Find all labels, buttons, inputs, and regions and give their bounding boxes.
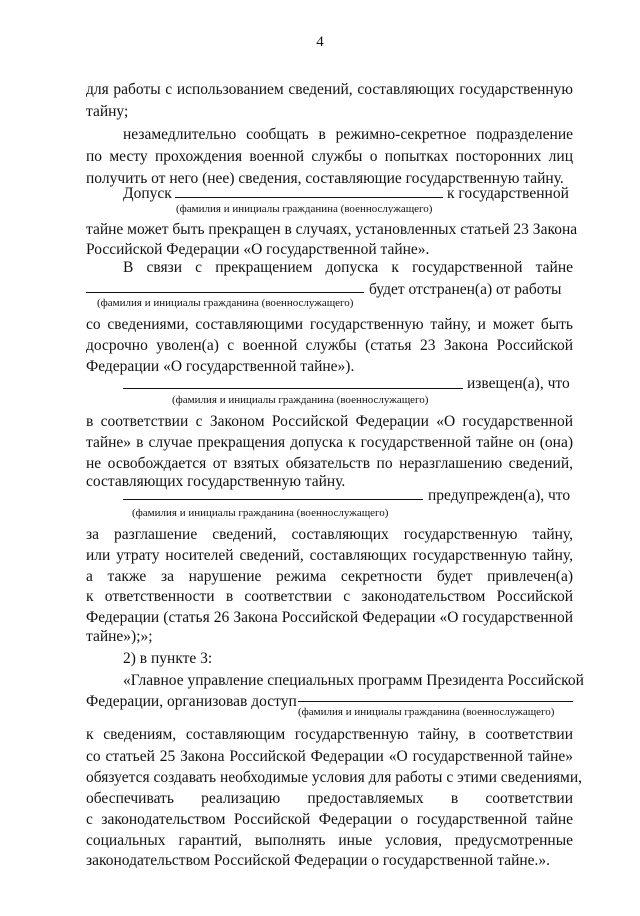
text-line: 2) в пункте 3: [123, 650, 213, 667]
text-line: а также за нарушение режима секретности будет привлечен(а) [86, 568, 573, 585]
text-line: по месту прохождения военной службы о попытках посторонних лиц [86, 148, 573, 165]
text-line: обеспечивать реализацию предоставляемых в соответствии [86, 790, 573, 807]
text-line: со статьей 25 Закона Российской Федерации «О государственной тайне» [86, 748, 573, 765]
text-line: Федерации, организовав доступ [86, 693, 297, 710]
page-number: 4 [316, 34, 324, 50]
text-line: тайне» в случае прекращения допуска к государственной тайне он (она) [86, 434, 573, 451]
fill-in-line [175, 197, 443, 198]
text-line: социальных гарантий, выполнять иные условия, предусмотренные [86, 832, 573, 849]
text-line: получить от него (нее) сведения, составляющие государственную тайну. [86, 170, 564, 187]
text-line: составляющих государственную тайну. [86, 473, 346, 490]
text-line: законодательством Российской Федерации о государственной тайне.». [86, 852, 551, 869]
text-line: за разглашение сведений, составляющих государственную тайну, [86, 526, 573, 543]
text-line: извещен(а), что [467, 375, 570, 392]
fill-in-line [123, 388, 463, 389]
text-line: обязуется создавать необходимые условия для работы с этими сведениями, [86, 769, 583, 786]
field-caption: (фамилия и инициалы гражданина (военнослужащего) [298, 706, 555, 718]
text-line: к государственной [447, 185, 569, 202]
text-line: в соответствии с Законом Российской Федерации «О государственной [86, 413, 573, 430]
text-line: тайну; [86, 103, 129, 120]
text-line: В связи с прекращением допуска к государственной тайне [123, 259, 573, 276]
text-line: к ответственности в соответствии с законодательством Российской [86, 588, 573, 605]
text-line: «Главное управление специальных программ Президента Российской [123, 672, 584, 689]
text-line: или утрату носителей сведений, составляющих государственную тайну, [86, 547, 573, 564]
text-line: досрочно уволен(а) с военной службы (статья 23 Закона Российской [86, 337, 573, 354]
fill-in-line [298, 701, 573, 702]
text-line: с законодательством Российской Федерации о государственной тайне [86, 811, 573, 828]
text-line: будет отстранен(а) от работы [369, 281, 562, 298]
text-line: Федерации «О государственной тайне»). [86, 358, 355, 375]
text-line: для работы с использованием сведений, составляющих государственную [86, 81, 573, 98]
text-line: со сведениями, составляющими государственную тайну, и может быть [86, 316, 573, 333]
text-line: Допуск [123, 185, 172, 202]
text-line: предупрежден(а), что [428, 487, 571, 504]
text-line: Федерации (статья 26 Закона Российской Федерации «О государственной [86, 609, 573, 626]
field-caption: (фамилия и инициалы гражданина (военнослужащего) [176, 203, 433, 215]
text-line: тайне может быть прекращен в случаях, установленных статьей 23 Закона [86, 221, 578, 238]
field-caption: (фамилия и инициалы гражданина (военнослужащего) [172, 394, 429, 406]
text-line: не освобождается от взятых обязательств по неразглашению сведений, [86, 455, 573, 472]
text-line: незамедлительно сообщать в режимно-секретное подразделение [123, 126, 573, 143]
text-line: Российской Федерации «О государственной тайне». [86, 241, 430, 258]
text-line: к сведениям, составляющим государственную тайну, в соответствии [86, 726, 573, 743]
text-line: тайне»);»; [86, 628, 153, 645]
field-caption: (фамилия и инициалы гражданина (военнослужащего) [97, 297, 354, 309]
field-caption: (фамилия и инициалы гражданина (военнослужащего) [132, 507, 389, 519]
fill-in-line [123, 499, 423, 500]
fill-in-line [86, 292, 364, 293]
